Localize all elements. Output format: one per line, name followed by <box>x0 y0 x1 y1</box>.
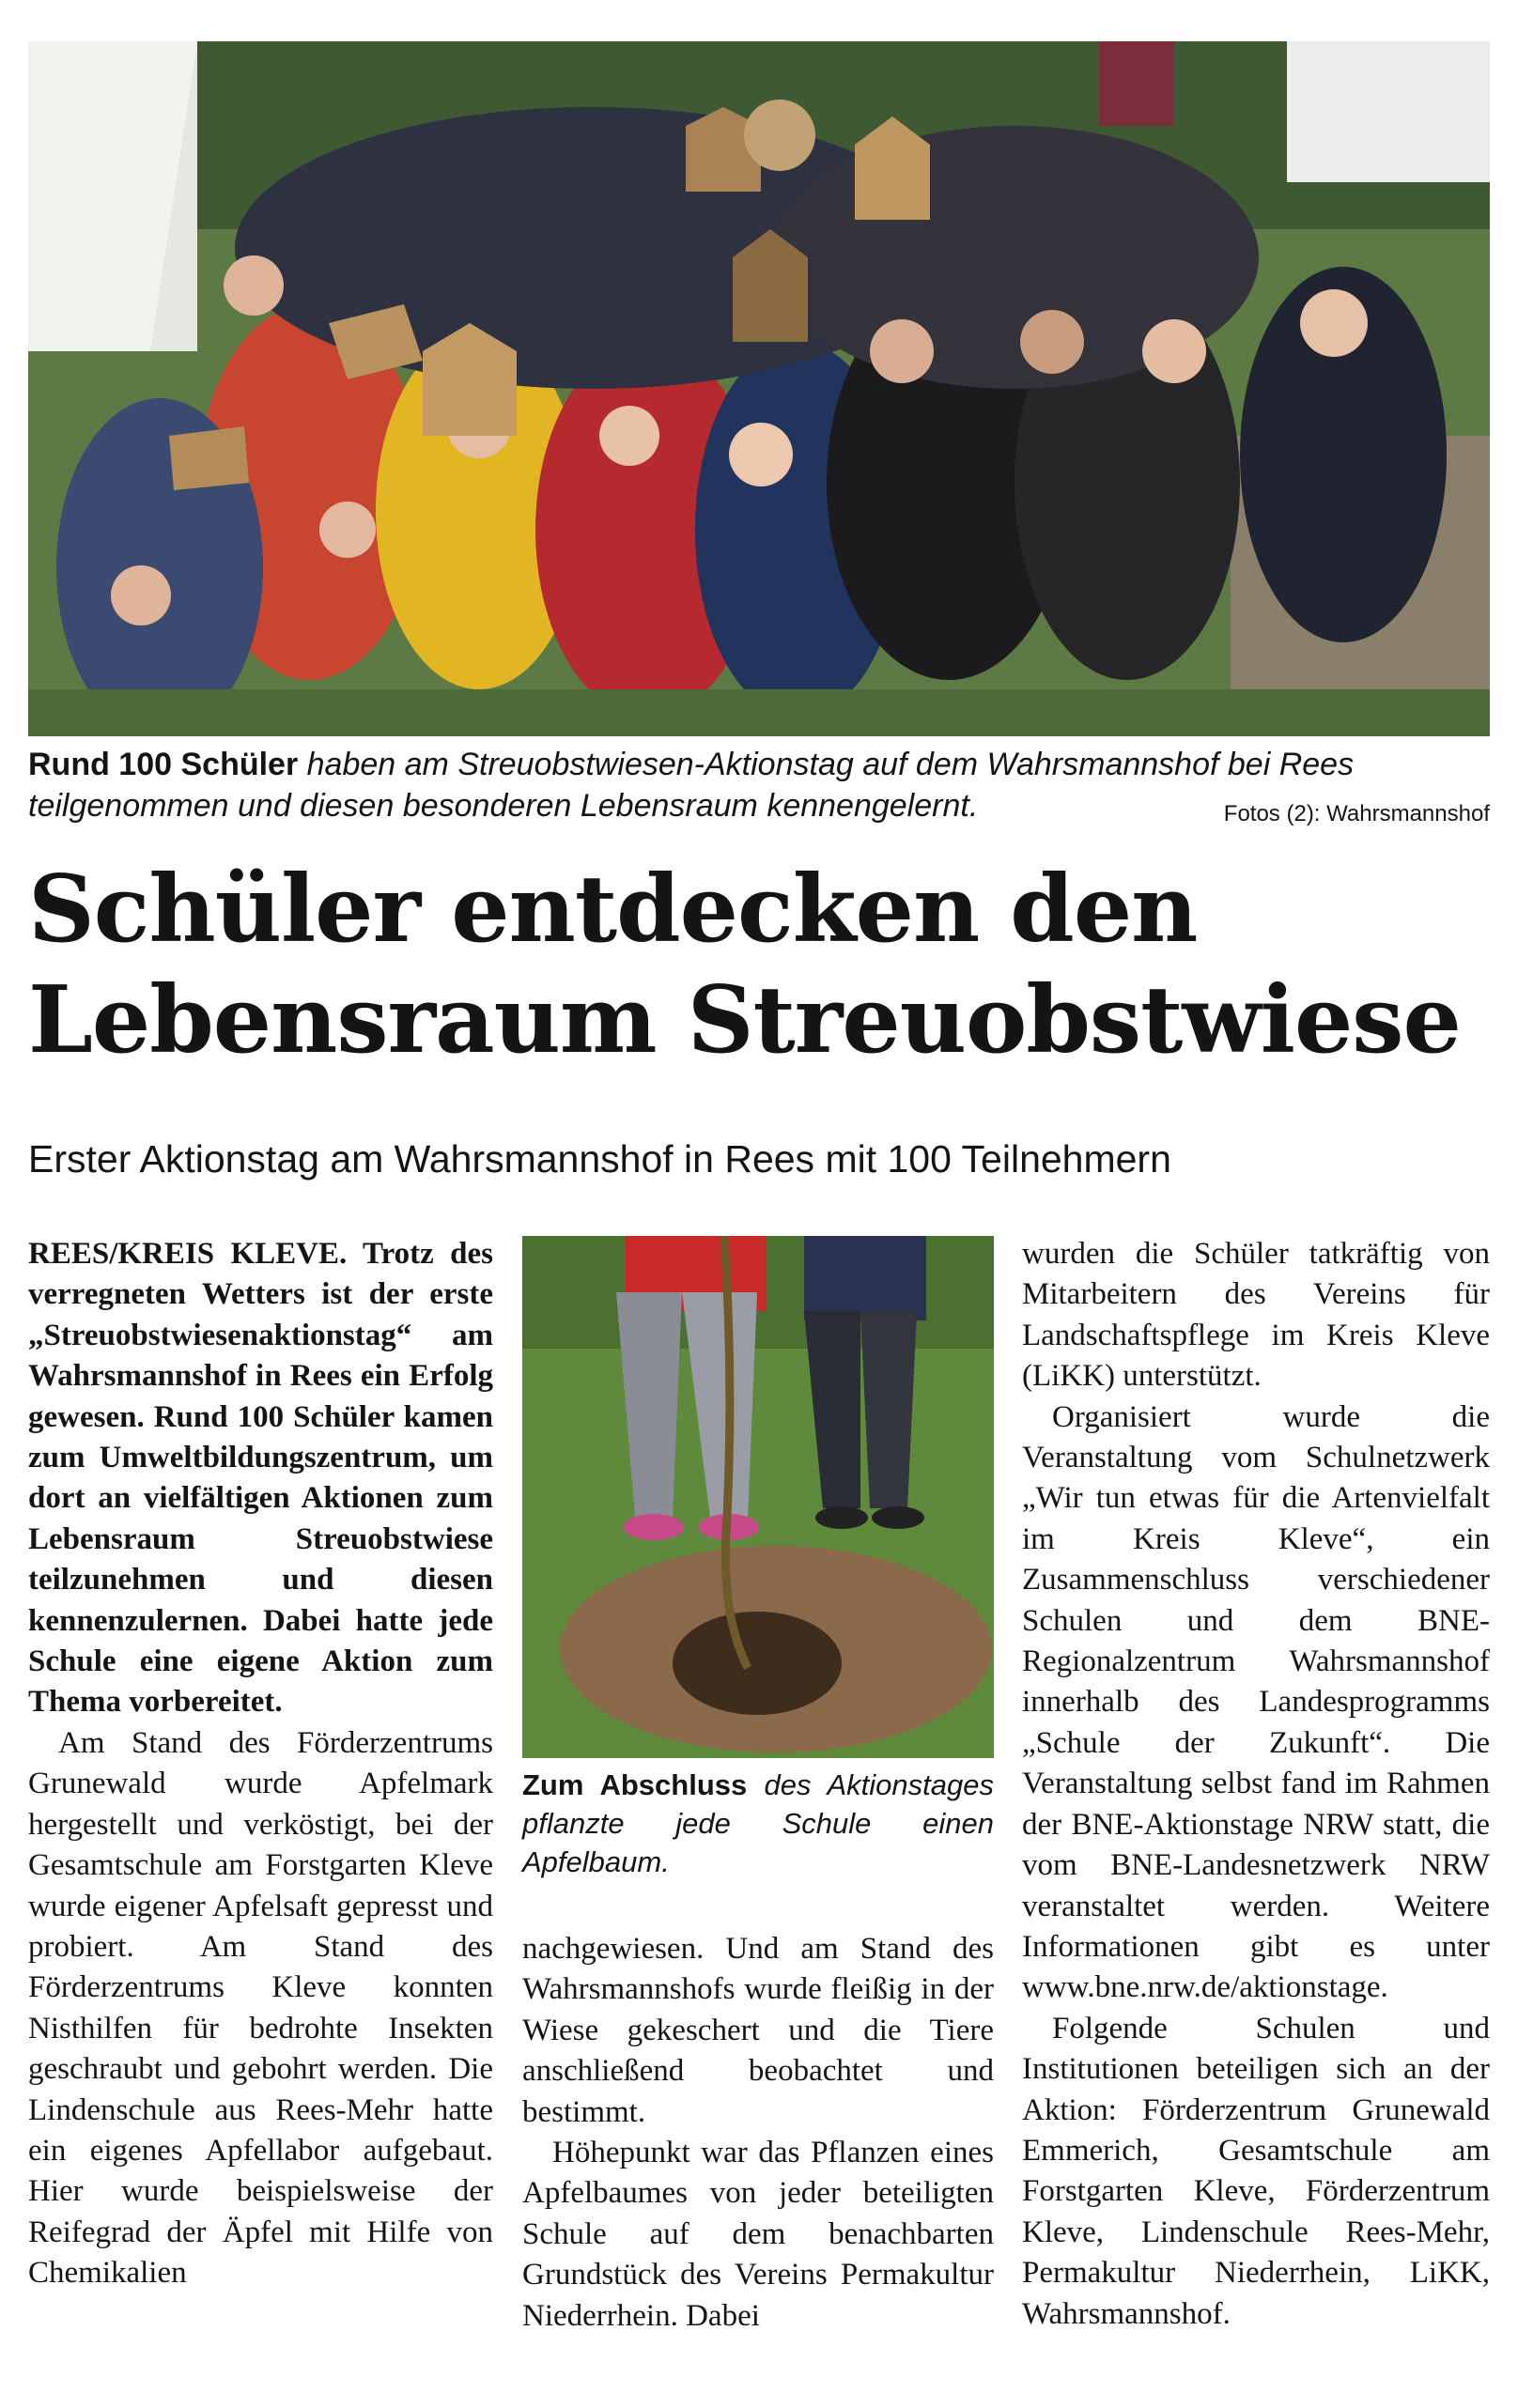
article-paragraph-5: Folgende Schulen und Institutionen beteiligen sich an der Aktion: Förderzentrum Grunewald Emmerich, Gesamtschule am Forstgarten Kleve, Förderzentrum Kleve, Lindenschule Rees-Mehr, Permakultur Niederrhein, LiKK, Wahrsmannshof. <box>1022 2011 1490 2331</box>
article-paragraph-2-continued: nachgewiesen. Und am Stand des Wahrsmannshofs wurde fleißig in der Wiese gekeschert und die Tiere anschließend beobachtet und bestimmt. <box>522 1932 994 2129</box>
article-paragraph-4: Organisiert wurde die Veranstaltung vom Schulnetzwerk „Wir tun etwas für die Artenvielfalt im Kreis Kleve“, ein Zusammenschluss verschiedener Schulen und dem BNE-Regionalzentrum Wahrsmannshof innerhalb des Landesprogramms „Schule der Zukunft“. Die Veranstaltung selbst fand im Rahmen der BNE-Aktionstage NRW statt, die vom BNE-Landesnetzwerk NRW veranstaltet werden. Weitere Informationen gibt es unter www.bne.nrw.de/aktionstage. <box>1022 1399 1490 2005</box>
tree-photo-caption <box>522 1766 994 1881</box>
article-subheadline: Erster Aktionstag am Wahrsmannshof in Rees mit 100 Teilnehmern <box>28 1137 1171 1181</box>
article-paragraph-3-continued: wurden die Schüler tatkräftig von Mitarbeitern des Vereins für Landschaftspflege im Kreis Kleve (LiKK) unterstützt. <box>1022 1237 1490 1394</box>
article-column-3 <box>1022 1234 1490 2335</box>
group-photo <box>28 41 1490 736</box>
group-photo-illustration <box>28 41 1490 736</box>
tree-caption-text: des Aktionstages pflanzte jede Schule einen Apfelbaum. <box>522 1768 994 1878</box>
article-paragraph-2: Am Stand des Förderzentrums Grunewald wurde Apfelmark hergestellt und verköstigt, bei der Gesamtschule am Forstgarten Kleve wurde eigener Apfelsaft gepresst und probiert. Am Stand des Förderzentrums Kleve konnten Nisthilfen für bedrohte Insekten geschraubt und gebohrt werden. Die Lindenschule aus Rees-Mehr hatte ein eigenes Apfellabor aufgebaut. Hier wurde beispielsweise der Reifegrad der Äpfel mit Hilfe von Chemikalien <box>28 1725 493 2291</box>
main-caption-text: haben am Streuobstwiesen-Aktionstag auf dem Wahrsmannshof bei Rees teilgenommen und diesen besonderen Lebensraum kennengelernt. <box>28 747 1355 824</box>
article-column-2 <box>522 1929 994 2337</box>
tree-planting-photo <box>522 1236 994 1758</box>
article-headline <box>28 855 1490 1076</box>
tree-caption-lead: Zum Abschluss <box>522 1768 748 1801</box>
tree-planting-illustration <box>522 1236 994 1758</box>
headline-line-2: Lebensraum Streuobstwiese <box>28 966 1461 1074</box>
article-lead-paragraph: REES/KREIS KLEVE. Trotz des verregneten Wetters ist der erste „Streuobstwiesenaktionstag“ am Wahrsmannshof in Rees ein Erfolg gewesen. Rund 100 Schüler kamen zum Umweltbildungszentrum, um dort an vielfältigen Aktionen zum Lebensraum Streuobstwiese teilzunehmen und diesen kennenzulernen. Dabei hatte jede Schule eine eigene Aktion zum Thema vorbereitet. <box>28 1237 493 1720</box>
article-paragraph-3: Höhepunkt war das Pflanzen eines Apfelbaumes von jeder beteiligten Schule auf dem benachbarten Grundstück des Vereins Permakultur Niederrhein. Dabei <box>522 2136 994 2333</box>
headline-line-1: Schüler entdecken den <box>28 856 1198 964</box>
photo-credit: Fotos (2): Wahrsmannshof <box>1223 801 1490 826</box>
article-column-1 <box>28 1234 493 2294</box>
main-caption-lead: Rund 100 Schüler <box>28 747 299 782</box>
